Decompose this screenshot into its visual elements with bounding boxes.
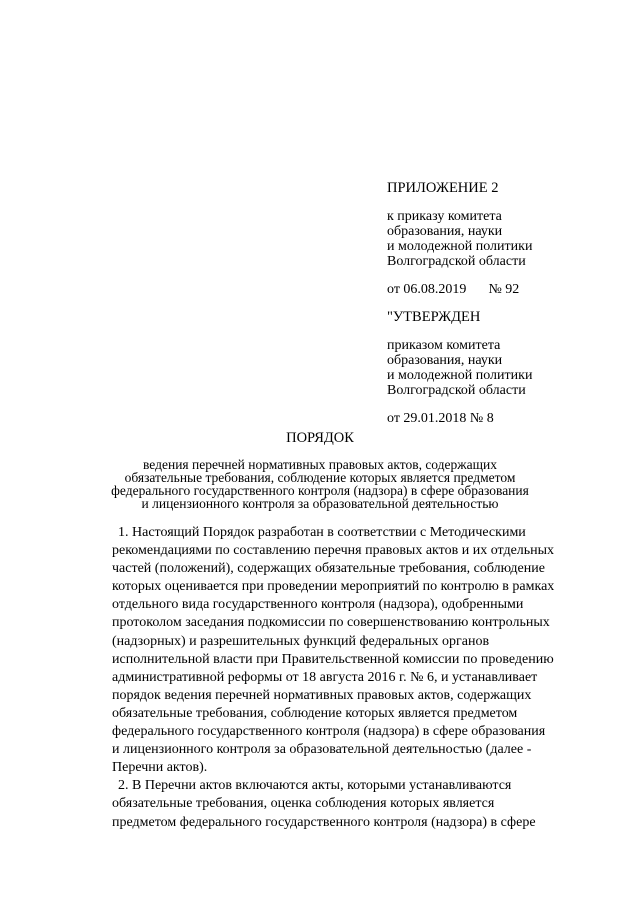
- approved-heading: "УТВЕРЖДЕН: [387, 309, 481, 325]
- paragraph-line: исполнительной власти при Правительственной комиссии по проведению: [112, 651, 554, 667]
- paragraph-line: частей (положений), содержащих обязательные требования, соблюдение: [112, 561, 545, 577]
- appendix-date-row: [387, 282, 617, 297]
- appendix-number: № 92: [488, 282, 520, 297]
- paragraph-line: которых оценивается при проведении мероприятий по контролю в рамках: [112, 579, 555, 595]
- appendix-to-order-line: и молодежной политики: [387, 239, 533, 254]
- document-subtitle: [60, 458, 580, 510]
- approved-by-line: и молодежной политики: [387, 368, 533, 383]
- approved-by-line: образования, науки: [387, 353, 503, 368]
- approved-date: от 29.01.2018 № 8: [387, 411, 494, 426]
- approved-by: [387, 338, 617, 398]
- appendix-date: от 06.08.2019: [387, 282, 467, 297]
- appendix-to-order-line: образования, науки: [387, 224, 503, 239]
- approved-by-line: Волгоградской области: [387, 383, 526, 398]
- paragraph-line: 1. Настоящий Порядок разработан в соответствии с Методическими: [118, 525, 526, 540]
- subtitle-line: и лицензионного контроля за образовательной деятельностью: [141, 496, 499, 511]
- appendix-title: ПРИЛОЖЕНИЕ 2: [387, 180, 499, 196]
- paragraph-line: федерального государственного контроля (надзора) в сфере образования: [112, 724, 546, 740]
- appendix-header: [387, 181, 617, 439]
- paragraph-line: (надзорных) и разрешительных функций федеральных органов: [112, 633, 490, 649]
- paragraph-line: обязательные требования, соблюдение которых является предметом: [112, 705, 518, 721]
- paragraph-line: 2. В Перечни актов включаются акты, которыми устанавливаются: [118, 778, 512, 794]
- appendix-to-order-line: Волгоградской области: [387, 254, 526, 269]
- paragraph-line: и лицензионного контроля за образовательной деятельностью (далее -: [112, 742, 532, 758]
- paragraph-line: обязательные требования, оценка соблюдения которых является: [112, 796, 495, 812]
- paragraph-line: порядок ведения перечней нормативных правовых актов, содержащих: [112, 687, 532, 703]
- paragraph-line: отдельного вида государственного контроля (надзора), одобренными: [112, 597, 524, 613]
- subtitle-line: обязательные требования, соблюдение которых является предметом: [124, 470, 516, 485]
- paragraph-line: Перечни актов).: [112, 760, 208, 776]
- paragraph-2: [112, 777, 552, 831]
- subtitle-line: ведения перечней нормативных правовых актов, содержащих: [143, 457, 497, 472]
- paragraph-line: протоколом заседания подкомиссии по совершенствованию контрольных: [112, 615, 550, 631]
- appendix-to-order: [387, 209, 617, 269]
- subtitle-line: федерального государственного контроля (надзора) в сфере образования: [111, 483, 529, 498]
- paragraph-1: [112, 524, 555, 777]
- appendix-to-order-line: к приказу комитета: [387, 209, 502, 224]
- paragraph-line: административной реформы от 18 августа 2016 г. № 6, и устанавливает: [112, 669, 538, 685]
- paragraph-line: рекомендациями по составлению перечня правовых актов и их отдельных: [112, 543, 555, 559]
- approved-by-line: приказом комитета: [387, 338, 501, 353]
- document-title: ПОРЯДОК: [286, 430, 354, 446]
- paragraph-line: предметом федерального государственного контроля (надзора) в сфере: [112, 814, 536, 830]
- document-body: [112, 524, 555, 832]
